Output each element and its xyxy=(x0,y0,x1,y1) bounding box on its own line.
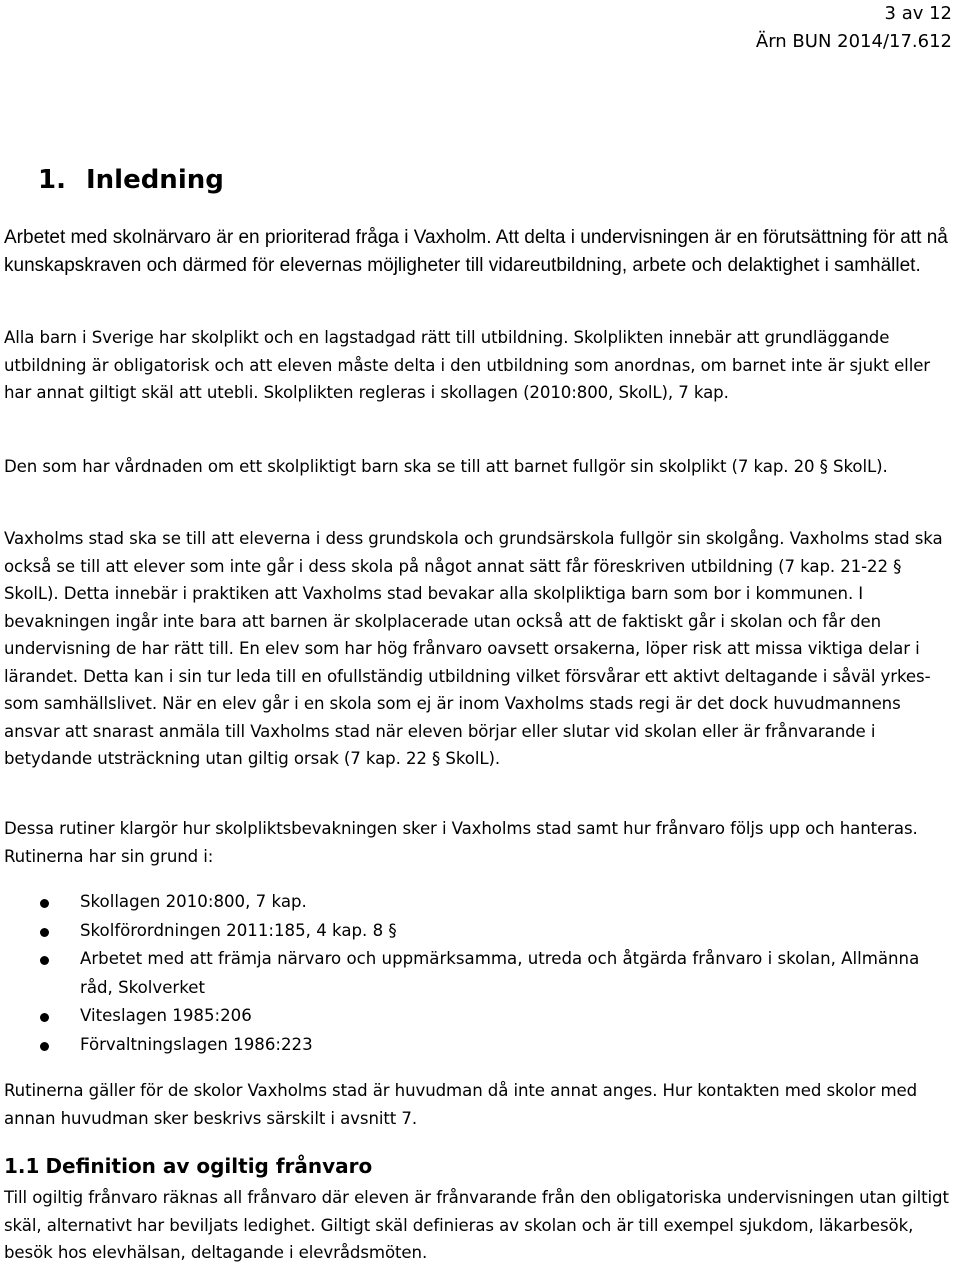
bullet-icon xyxy=(40,1042,49,1051)
section-heading-1 xyxy=(38,162,224,198)
subsection-number: 1.1 xyxy=(4,1154,40,1178)
paragraph-huvudman: Rutinerna gäller för de skolor Vaxholms stad är huvudman då inte annat anges. Hur kontakten med skolor med annan huvudman sker beskrivs särskilt i avsnitt 7. xyxy=(4,1081,918,1128)
paragraph-rutiner: Dessa rutiner klargör hur skolpliktsbevakningen sker i Vaxholms stad samt hur frånvaro följs upp och hanteras. Rutinerna har sin grund i: xyxy=(4,819,918,866)
bullet-icon xyxy=(40,1013,49,1022)
paragraph-intro: Arbetet med skolnärvaro är en prioriterad fråga i Vaxholm. Att delta i undervisningen är en förutsättning för att nå kunskapskraven och därmed för elevernas möjligheter till vidareutbildning, arbete och delaktighet i samhället. xyxy=(4,227,948,276)
paragraph-ogiltig-franvaro: Till ogiltig frånvaro räknas all frånvaro där eleven är frånvarande från den obligatoriska undervisningen utan giltigt skäl, alternativt har beviljats ledighet. Giltigt skäl definieras av skolan och är till exempel sjukdom, läkarbesök, besök hos elevhälsan, deltagande i elevrådsmöten. xyxy=(4,1188,949,1262)
bullet-icon xyxy=(40,928,49,937)
page-number: 3 av 12 xyxy=(884,3,952,24)
list-item: Förvaltningslagen 1986:223 xyxy=(0,1031,940,1060)
legal-basis-list xyxy=(0,888,960,1059)
list-item: Viteslagen 1985:206 xyxy=(0,1002,940,1031)
section-title: Inledning xyxy=(85,165,224,195)
section-heading-1-1 xyxy=(4,1151,372,1181)
paragraph-vardnadshavare: Den som har vårdnaden om ett skolpliktigt barn ska se till att barnet fullgör sin skolplikt (7 kap. 20 § SkolL). xyxy=(4,457,888,476)
list-item: Skolförordningen 2011:185, 4 kap. 8 § xyxy=(0,917,940,946)
list-item: Arbetet med att främja närvaro och uppmärksamma, utreda och åtgärda frånvaro i skolan, Allmänna råd, Skolverket xyxy=(0,945,940,1002)
subsection-title: Definition av ogiltig frånvaro xyxy=(45,1154,373,1178)
paragraph-vaxholms-stad: Vaxholms stad ska se till att eleverna i dess grundskola och grundsärskola fullgör sin skolgång. Vaxholms stad ska också se till att elever som inte går i dess skola på något annat sätt får föreskriven utbildning (7 kap. 21-22 § SkolL). Detta innebär i praktiken att Vaxholms stad bevakar alla skolpliktiga barn som bor i kommunen. I bevakningen ingår inte bara att barnen är skolplacerade utan också att de faktiskt går i skolan och får den undervisning de har rätt till. En elev som har hög frånvaro oavsett orsakerna, löper risk att missa viktiga delar i lärandet. Detta kan i sin tur leda till en ofullständig utbildning vilket försvårar ett aktivt deltagande i såväl yrkes- som samhällslivet. När en elev går i en skola som ej är inom Vaxholms stads regi är det dock huvudmannens ansvar att snarast anmäla till Vaxholms stad när eleven börjar eller slutar vid skolan eller är frånvarande i betydande utsträckning utan giltig orsak (7 kap. 22 § SkolL). xyxy=(4,529,943,768)
list-item: Skollagen 2010:800, 7 kap. xyxy=(0,888,940,917)
bullet-icon xyxy=(40,899,49,908)
bullet-icon xyxy=(40,956,49,965)
paragraph-skolplikt: Alla barn i Sverige har skolplikt och en lagstadgad rätt till utbildning. Skolplikten innebär att grundläggande utbildning är obligatorisk och att eleven måste delta i den utbildning som anordnas, om barnet inte är sjukt eller har annat giltigt skäl att utebli. Skolplikten regleras i skollagen (2010:800, SkolL), 7 kap. xyxy=(4,328,931,402)
document-reference: Ärn BUN 2014/17.612 xyxy=(755,31,952,52)
page-header xyxy=(756,0,952,56)
section-number: 1. xyxy=(38,165,66,195)
